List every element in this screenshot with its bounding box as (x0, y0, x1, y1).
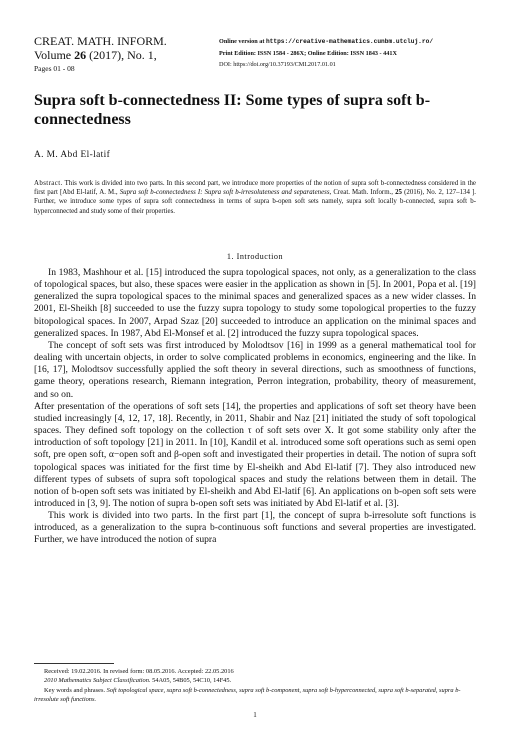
received-dates: Received: 19.02.2016. In revised form: 08.05.2016. Accepted: 22.05.2016 (44, 668, 234, 675)
journal-pages: Pages 01 - 08 (34, 64, 75, 73)
body-text (34, 267, 476, 547)
msc-classification: 2010 Mathematics Subject Classification. 54A05, 54B05, 54C10, 14F45. (44, 677, 232, 685)
journal-volume: Volume 26 (2017), No. 1, (34, 48, 157, 62)
issn-line: Print Edition: ISSN 1584 - 286X; Online Edition: ISSN 1843 - 441X (219, 49, 397, 57)
online-url[interactable]: https://creative-mathematics.cunbm.utcluj.ro/ (265, 38, 434, 45)
paragraph: The concept of soft sets was first introduced by Molodtsov [16] in 1999 as a general mathematical tool for dealing with uncertain objects, in order to solve complicated problems in economics, engineering and the like. In [16, 17], Molodtsov successfully applied the soft theory in several directions, such as smoothness of functions, game theory, operations research, Riemann integration, Perron integration, probability, theory of measurement, and so on. (34, 339, 476, 400)
footnotes (34, 667, 476, 705)
journal-header (34, 34, 214, 75)
cited-volume: 25 (395, 189, 402, 197)
doi-line[interactable]: DOI: https://doi.org/10.37193/CMI.2017.01.01 (219, 61, 336, 69)
abstract: Abstract. This work is divided into two parts. In this second part, we introduce more properties of the notion of supra soft b-connectedness considered in the first part [Abd El-latif, A. M., Supra soft b-connectedness I: Supra soft b-irresoluteness and separateness, Creat. Math. Inform., 25 (2016), No. 2, 127–134 ]. Further, we introduce some types of supra soft connectedness in terms of supra b-open soft sets namely, supra soft locally b-connected, supra soft b-hyperconnected and study some of their properties. (34, 180, 477, 215)
paragraph: In 1983, Mashhour et al. [15] introduced the supra topological spaces, not only, as a generalization to the class of topological spaces, but also, these spaces were easier in the application as shown in [5]. In 2001, Popa et al. [19] generalized the supra topological spaces to the minimal spaces and generalized spaces as a new wider classes. In 2001, El-Sheikh [8] succeeded to use the fuzzy supra topology to study some topological properties to the fuzzy bitopological spaces. In 2007, Arpad Szaz [20] succeeded to introduce an application on the minimal spaces and generalized spaces. In 1987, Abd El-Monsef et al. [2] introduced the fuzzy supra topological spaces. (34, 267, 476, 339)
online-version: Online version at https://creative-mathematics.cunbm.utcluj.ro/ (219, 38, 434, 45)
author-name: A. M. Abd El-latif (34, 150, 111, 160)
paragraph: After presentation of the operations of soft sets [14], the properties and applications of soft set theory have been studied increasingly [4, 12, 17, 18]. Recently, in 2011, Shabir and Naz [21] initiated the study of soft topological spaces. They defined soft topology on the collection τ of soft sets over X. It got some stability only after the introduction of soft topology [21] in 2011. In [10], Kandil et al. introduced some soft operations such as semi open soft, pre open soft, α−open soft and β-open soft and investigated their properties in detail. The notion of supra soft topological spaces was initiated for the first time by El-sheikh and Abd El-latif [7]. They also introduced new different types of subsets of supra soft topological spaces and study the relations between them in detail. The notion of b-open soft sets was initiated by El-sheikh and Abd El-latif [6]. An applications on b-open soft sets were introduced in [3, 9]. The notion of supra b-open soft sets was initiated by Abd El-latif et al. [3]. (34, 400, 476, 509)
publication-info (219, 36, 489, 71)
section-heading: 1. Introduction (226, 252, 284, 261)
volume-number: 26 (74, 48, 87, 62)
cited-title: Supra soft b-connectedness I: Supra soft b-irresoluteness and separateness (119, 189, 330, 197)
paragraph: This work is divided into two parts. In the first part [1], the concept of supra b-irresolute soft functions is introduced, as a generalization to the supra b-continuous soft functions and several properties are investigated. Further, we have introduced the notion of supra (34, 510, 476, 546)
footnote-divider (34, 663, 114, 664)
keywords: Key words and phrases. Soft topological space, supra soft b-connectedness, supra soft b-component, supra soft b-hyperconnected, supra soft b-separated, supra b-irresolute soft functions. (34, 686, 461, 704)
paper-title: Supra soft b-connectedness II: Some types of supra soft b-connectedness (34, 92, 431, 128)
journal-name: CREAT. MATH. INFORM. (34, 34, 167, 48)
page-number: 1 (253, 711, 257, 719)
abstract-label: Abstract. (34, 180, 63, 187)
